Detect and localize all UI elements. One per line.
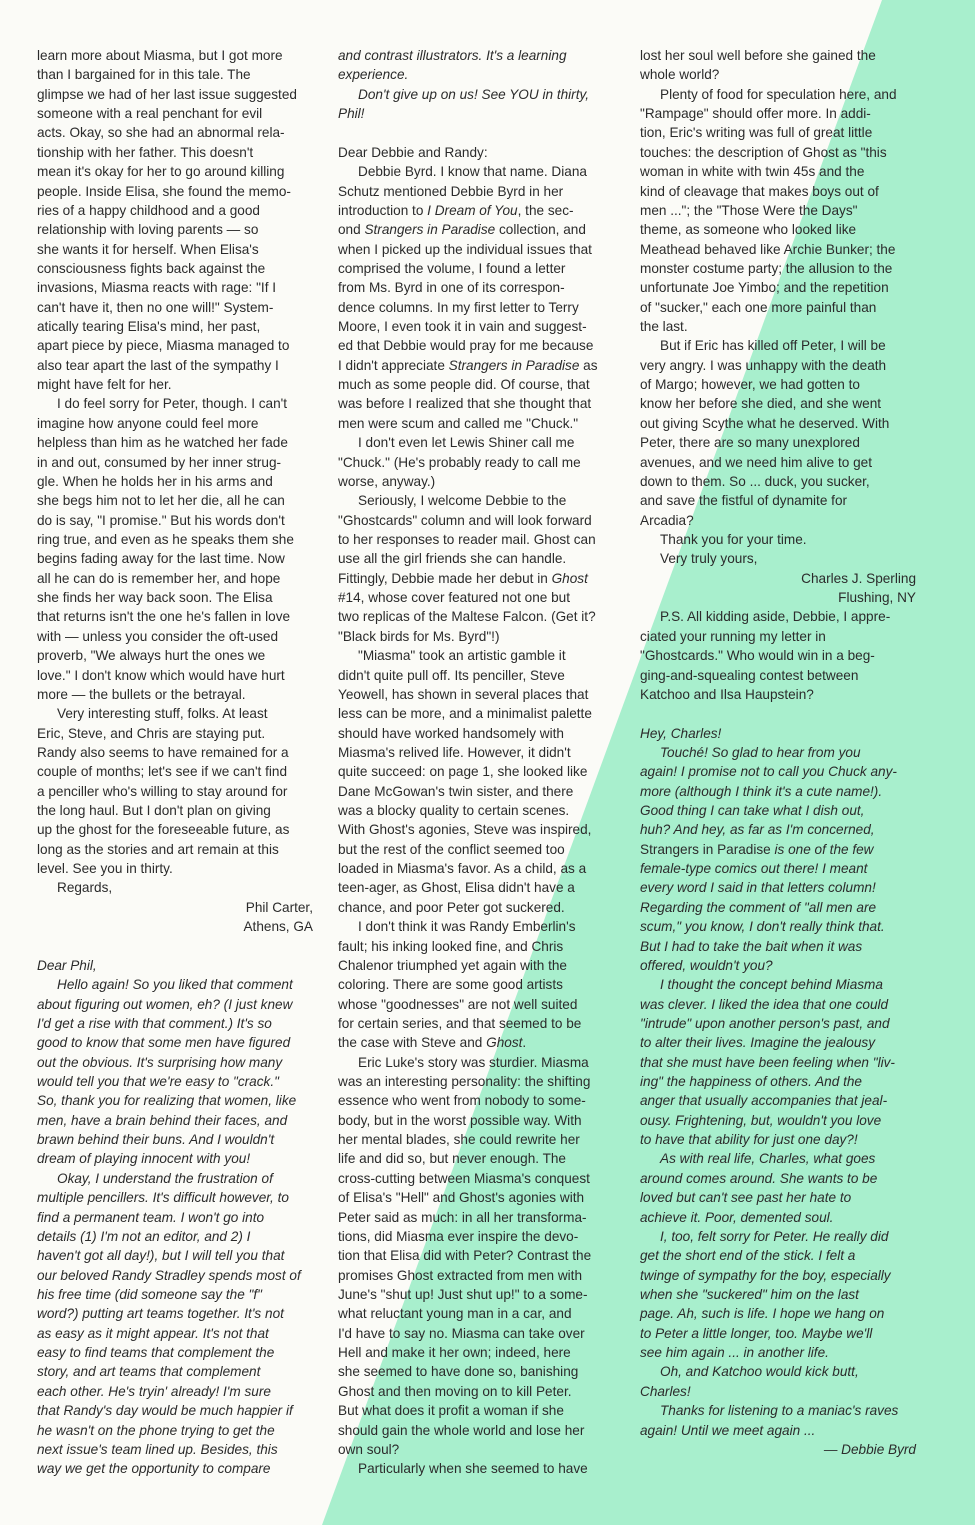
- text-line: [338, 1033, 614, 1052]
- text-line: her mental blades, she could rewrite her: [338, 1132, 580, 1148]
- text-line: Oh, and Katchoo would kick butt,: [660, 1364, 859, 1380]
- text-line: to alter their lives. Imagine the jealousy: [640, 1035, 875, 1051]
- text-line: [640, 840, 916, 859]
- text-line: much as some people did. Of course, that: [338, 377, 590, 393]
- text-line: mean it's okay for her to go around killing: [37, 164, 285, 180]
- text-line: again! I promise not to call you Chuck any-: [640, 764, 897, 780]
- text-line: chance, and poor Peter got suckered.: [338, 899, 565, 915]
- text-line: to have that ability for just one day?!: [640, 1132, 858, 1148]
- text-line: our beloved Randy Stradley spends most of: [37, 1267, 301, 1283]
- text-line: more (although I think it's a cute name!).: [640, 783, 883, 799]
- text-line: ing" the happiness of others. And the: [640, 1074, 862, 1090]
- text-line: glimpse we had of her last issue suggested: [37, 86, 297, 102]
- text-line: huh? And hey, as far as I'm concerned,: [640, 822, 875, 838]
- text-line: begins fading away for the last time. Now: [37, 551, 285, 567]
- italic-segment: I Dream of You: [427, 202, 518, 218]
- text-line: when I picked up the individual issues that: [338, 241, 592, 257]
- text-line: scum," you know, I don't really think that.: [640, 919, 885, 935]
- text-line: With Ghost's agonies, Steve was inspired,: [338, 822, 592, 838]
- text-line: can't have it, then no one will!" System-: [37, 299, 274, 315]
- text-line: ging-and-squealing contest between: [640, 667, 859, 683]
- italic-segment: is one of the few: [770, 841, 874, 857]
- text-line: [37, 937, 313, 956]
- text-line: that she must have been feeling when "liv-: [640, 1054, 895, 1070]
- text-line: whole world?: [640, 67, 720, 83]
- text-line: comprised the volume, I found a letter: [338, 260, 566, 276]
- text-line: experience.: [338, 67, 409, 83]
- text-segment: Fittingly, Debbie made her debut in: [338, 570, 552, 586]
- text-line: Chalenor triumphed yet again with the: [338, 957, 567, 973]
- text-line: she begs him not to let her die, all he can: [37, 493, 285, 509]
- text-line: monster costume party; the allusion to the: [640, 260, 893, 276]
- text-line: was before I realized that she thought that: [338, 396, 592, 412]
- text-line: promises Ghost extracted from men with: [338, 1267, 583, 1283]
- text-line: "Ghostcards." Who would win in a beg-: [640, 648, 875, 664]
- text-line: loaded in Miasma's favor. As a child, as a: [338, 861, 587, 877]
- text-line: I do feel sorry for Peter, though. I can't: [57, 396, 288, 412]
- text-line: Very interesting stuff, folks. At least: [57, 706, 268, 722]
- text-line: [338, 569, 614, 588]
- text-line: consciousness fights back against the: [37, 260, 266, 276]
- text-line: Charles J. Sperling: [801, 570, 916, 586]
- text-line: worse, anyway.): [338, 473, 436, 489]
- text-line: people. Inside Elisa, she found the memo-: [37, 183, 291, 199]
- text-line: helpless than him as he watched her fade: [37, 435, 288, 451]
- text-line: of Elisa's "Hell" and Ghost's agonies with: [338, 1190, 585, 1206]
- text-line: coloring. There are some good artists: [338, 977, 563, 993]
- text-line: Phil Carter,: [245, 899, 313, 915]
- text-line: might have felt for her.: [37, 377, 172, 393]
- text-line: I, too, felt sorry for Peter. He really did: [660, 1228, 889, 1244]
- text-line: ed that Debbie would pray for me because: [338, 338, 594, 354]
- text-line: lost her soul well before she gained the: [640, 48, 876, 63]
- text-line: — Debbie Byrd: [823, 1441, 916, 1457]
- text-line: As with real life, Charles, what goes: [660, 1151, 876, 1167]
- text-line: anger that usually accompanies that jeal-: [640, 1093, 888, 1109]
- text-line: touches: the description of Ghost as "this: [640, 144, 887, 160]
- text-line: Hey, Charles!: [640, 725, 722, 741]
- text-line: So, thank you for realizing that women, like: [37, 1093, 297, 1109]
- text-line: Yeowell, has shown in several places that: [338, 686, 589, 702]
- text-line: long as the stories and art remain at this: [37, 841, 279, 857]
- text-line: twinge of sympathy for the boy, especially: [640, 1267, 891, 1283]
- text-line: two replicas of the Maltese Falcon. (Get it?: [338, 609, 596, 625]
- text-segment: the case with Steve and: [338, 1035, 487, 1051]
- text-line: gle. When he holds her in his arms and: [37, 473, 273, 489]
- text-line: Dane McGowan's twin sister, and there: [338, 783, 574, 799]
- text-segment: as: [579, 357, 598, 373]
- text-line: tion, Eric's writing was full of great little: [640, 125, 873, 141]
- text-line: Ghost and then moving on to kill Peter.: [338, 1383, 572, 1399]
- text-line: proverb, "We always hurt the ones we: [37, 648, 266, 664]
- text-line: she wants it for herself. When Elisa's: [37, 241, 259, 257]
- italic-segment: Strangers in Paradise: [364, 222, 496, 238]
- text-line: someone with a real penchant for evil: [37, 106, 263, 122]
- text-line: with — unless you consider the oft-used: [37, 628, 279, 644]
- text-line: Eric Luke's story was sturdier. Miasma: [358, 1054, 589, 1070]
- text-line: invasions, Miasma reacts with rage: "If I: [37, 280, 277, 296]
- text-line: details (1) I'm not an editor, and 2) I: [37, 1228, 251, 1244]
- text-line: that Randy's day would be much happier if: [37, 1403, 293, 1419]
- text-line: [640, 704, 916, 723]
- text-line: loved but can't see past her hate to: [640, 1190, 852, 1206]
- text-line: about figuring out women, eh? (I just knew: [37, 996, 293, 1012]
- text-line: I don't think it was Randy Emberlin's: [358, 919, 576, 935]
- text-line: way we get the opportunity to compare: [37, 1461, 271, 1477]
- text-line: level. See you in thirty.: [37, 861, 173, 877]
- text-line: should gain the whole world and lose her: [338, 1422, 585, 1438]
- text-line: his free time (did someone say the "f": [37, 1287, 262, 1302]
- text-line: see him again ... in another life.: [640, 1345, 829, 1361]
- text-line: teen-ager, as Ghost, Elisa didn't have a: [338, 880, 575, 896]
- text-segment: ond: [338, 222, 365, 238]
- text-line: Arcadia?: [640, 512, 694, 528]
- text-line: Phil!: [338, 106, 365, 122]
- text-line: Moore, I even took it in vain and suggest-: [338, 319, 587, 335]
- text-line: haven't got all day!), but I will tell you that: [37, 1248, 285, 1264]
- text-line: But I had to take the bait when it was: [640, 938, 863, 954]
- text-segment: I didn't appreciate: [338, 357, 449, 373]
- text-line: tionship with her father. This doesn't: [37, 144, 254, 160]
- text-line: Hell and make it her own; indeed, here: [338, 1345, 571, 1361]
- text-line: Randy also seems to have remained for a: [37, 744, 289, 760]
- text-line: P.S. All kidding aside, Debbie, I appre-: [660, 609, 891, 625]
- text-line: down to them. So ... duck, you sucker,: [640, 473, 870, 489]
- text-line: whose "goodnesses" are not well suited: [338, 996, 578, 1012]
- text-line: Okay, I understand the frustration of: [57, 1170, 273, 1186]
- text-line: what reluctant young man in a car, and: [338, 1306, 572, 1322]
- text-line: I'd have to say no. Miasma can take over: [338, 1325, 585, 1341]
- text-line: Thanks for listening to a maniac's raves: [660, 1403, 899, 1419]
- text-line: dence columns. In my first letter to Terry: [338, 299, 579, 315]
- text-line: than I bargained for in this tale. The: [37, 67, 251, 83]
- text-line: didn't quite pull off. Its penciller, Steve: [338, 667, 565, 683]
- text-line: of Margo; however, we had gotten to: [640, 377, 860, 393]
- text-line: also tear apart the last of the sympathy I: [37, 357, 279, 373]
- text-line: body, but in the worst possible way. With: [338, 1112, 582, 1128]
- text-line: that returns isn't the one he's fallen in love: [37, 609, 291, 625]
- text-line: up the ghost for the foreseeable future, as: [37, 822, 290, 838]
- text-line: Thank you for your time.: [660, 531, 807, 547]
- text-line: she finds her way back soon. The Elisa: [37, 590, 273, 606]
- text-line: get the short end of the stick. I felt a: [640, 1248, 856, 1264]
- text-line: Plenty of food for speculation here, and: [660, 86, 897, 102]
- text-line: fault; his inking looked fine, and Chris: [338, 938, 564, 954]
- text-line: ciated your running my letter in: [640, 628, 826, 644]
- italic-segment: Strangers in Paradise: [448, 357, 580, 373]
- text-line: "Black birds for Ms. Byrd"!): [338, 628, 500, 644]
- text-line: very angry. I was unhappy with the death: [640, 357, 887, 373]
- text-line: June's "shut up! Just shut up!" to a some-: [338, 1287, 588, 1302]
- column-left: [37, 46, 313, 1479]
- text-segment: collection, and: [495, 222, 586, 238]
- text-line: the long haul. But I don't plan on giving: [37, 803, 271, 819]
- text-line: imagine how anyone could feel more: [37, 415, 259, 431]
- text-line: good to know that some men have figured: [37, 1035, 291, 1051]
- text-line: tion that Elisa did with Peter? Contrast the: [338, 1248, 592, 1264]
- text-line: Peter, there are so many unexplored: [640, 435, 860, 451]
- text-line: but the rest of the conflict seemed too: [338, 841, 565, 857]
- text-line: "Rampage" should offer more. In addi-: [640, 106, 871, 122]
- text-line: achieve it. Poor, demented soul.: [640, 1209, 834, 1225]
- text-line: "intrude" upon another person's past, and: [640, 1015, 890, 1031]
- text-line: Athens, GA: [243, 919, 313, 935]
- text-line: Schutz mentioned Debbie Byrd in her: [338, 183, 564, 199]
- text-line: men ..."; the "Those Were the Days": [640, 202, 858, 218]
- text-line: atically tearing Elisa's mind, her past,: [37, 319, 261, 335]
- text-line: love." I don't know which would have hurt: [37, 667, 285, 683]
- text-segment: .: [522, 1035, 527, 1051]
- text-line: cross-cutting between Miasma's conquest: [338, 1170, 590, 1186]
- text-line: use all the girl friends she can handle.: [338, 551, 567, 567]
- text-line: again! Until we meet again ...: [640, 1422, 816, 1438]
- text-line: Touché! So glad to hear from you: [660, 744, 861, 760]
- text-line: Very truly yours,: [660, 551, 758, 567]
- text-line: Eric, Steve, and Chris are staying put.: [37, 725, 266, 741]
- text-line: Regarding the comment of "all men are: [640, 899, 877, 915]
- text-line: was a blocky quality to certain scenes.: [338, 803, 570, 819]
- text-line: and save the fistful of dynamite for: [640, 493, 848, 509]
- text-line: around comes around. She wants to be: [640, 1170, 878, 1186]
- text-line: would tell you that we're easy to "crack.": [37, 1074, 279, 1090]
- text-line: I thought the concept behind Miasma: [660, 977, 883, 993]
- text-line: men, have a brain behind their faces, and: [37, 1112, 288, 1128]
- text-line: find a permanent team. I won't go into: [37, 1209, 265, 1225]
- text-line: story, and art teams that complement: [37, 1364, 261, 1380]
- text-line: "Miasma" took an artistic gamble it: [358, 648, 566, 664]
- text-line: I'd get a rise with that comment.) It's so: [37, 1015, 272, 1031]
- text-line: she seemed to have done so, banishing: [338, 1364, 579, 1380]
- text-line: Particularly when she seemed to have: [358, 1461, 588, 1477]
- text-line: brawn behind their buns. And I wouldn't: [37, 1132, 275, 1148]
- text-line: acts. Okay, so she had an abnormal rela-: [37, 125, 285, 141]
- text-segment: introduction to: [338, 202, 428, 218]
- text-line: woman in white with twin 45s and the: [640, 164, 865, 180]
- text-line: easy to find teams that complement the: [37, 1345, 275, 1361]
- text-line: when she "suckered" him on the last: [640, 1287, 859, 1302]
- text-line: [338, 220, 614, 239]
- text-line: [338, 201, 614, 220]
- text-line: next issue's team lined up. Besides, this: [37, 1441, 278, 1457]
- column-middle: [338, 46, 614, 1479]
- text-line: unfortunate Joe Yimbo; and the repetition: [640, 280, 889, 296]
- text-line: theme, as someone who looked like: [640, 222, 857, 238]
- text-line: female-type comics out there! I meant: [640, 861, 868, 877]
- text-line: ries of a happy childhood and a good: [37, 202, 260, 218]
- text-line: Seriously, I welcome Debbie to the: [358, 493, 567, 509]
- text-line: own soul?: [338, 1441, 400, 1457]
- text-line: know her before she died, and she went: [640, 396, 882, 412]
- text-line: every word I said in that letters column!: [640, 880, 876, 896]
- text-line: multiple pencillers. It's difficult however, to: [37, 1190, 289, 1206]
- text-line: "Ghostcards" column and will look forward: [338, 512, 592, 528]
- column-right: [640, 46, 916, 1459]
- text-line: was clever. I liked the idea that one could: [640, 996, 889, 1012]
- text-line: But what does it profit a woman if she: [338, 1403, 564, 1419]
- text-line: Katchoo and Ilsa Haupstein?: [640, 686, 814, 702]
- text-line: do is say, "I promise." But his words don't: [37, 512, 285, 528]
- text-line: [338, 356, 614, 375]
- text-line: offered, wouldn't you?: [640, 957, 773, 973]
- text-line: a penciller who's willing to stay around for: [37, 783, 288, 799]
- text-line: Hello again! So you liked that comment: [57, 977, 293, 993]
- text-line: essence who went from nobody to some-: [338, 1093, 586, 1109]
- text-line: for certain series, and that seemed to be: [338, 1015, 582, 1031]
- text-line: Meathead behaved like Archie Bunker; the: [640, 241, 896, 257]
- text-line: ring true, and even as he speaks them she: [37, 531, 294, 547]
- text-line: each other. He's tryin' already! I'm sure: [37, 1383, 271, 1399]
- text-line: "Chuck." (He's probably ready to call me: [338, 454, 581, 470]
- text-line: [338, 123, 614, 142]
- italic-segment: Ghost: [486, 1035, 523, 1051]
- text-line: I don't even let Lewis Shiner call me: [358, 435, 575, 451]
- text-line: less can be more, and a minimalist palette: [338, 706, 592, 722]
- text-segment: , the sec-: [517, 202, 574, 218]
- text-line: of "sucker," each one more painful than: [640, 299, 877, 315]
- text-line: in and out, consumed by her inner strug-: [37, 454, 282, 470]
- text-segment: Strangers in Paradise: [640, 841, 771, 857]
- text-line: to Peter a little longer, too. Maybe we'll: [640, 1325, 873, 1341]
- text-line: word?) putting art teams together. It's not: [37, 1306, 284, 1322]
- text-line: all he can do is remember her, and hope: [37, 570, 281, 586]
- text-line: Miasma's relived life. However, it didn't: [338, 744, 571, 760]
- text-line: out the obvious. It's surprising how many: [37, 1054, 283, 1070]
- text-line: more — the bullets or the betrayal.: [37, 686, 246, 702]
- text-line: the last.: [640, 319, 688, 335]
- text-line: ousy. Frightening, but, wouldn't you love: [640, 1112, 882, 1128]
- text-line: Charles!: [640, 1383, 691, 1399]
- text-line: should have worked handsomely with: [338, 725, 564, 741]
- text-line: Debbie Byrd. I know that name. Diana: [358, 164, 587, 180]
- text-line: from Ms. Byrd in one of its correspon-: [338, 280, 565, 296]
- text-line: and contrast illustrators. It's a learning: [338, 48, 567, 63]
- text-line: apart piece by piece, Miasma managed to: [37, 338, 290, 354]
- text-line: Peter said as much: in all her transforma-: [338, 1209, 587, 1225]
- text-line: Don't give up on us! See YOU in thirty,: [358, 86, 590, 102]
- text-line: #14, whose cover featured not one but: [338, 590, 571, 606]
- text-line: tions, did Miasma ever inspire the devo-: [338, 1228, 579, 1244]
- text-line: relationship with loving parents — so: [37, 222, 259, 238]
- text-line: as easy as it might appear. It's not that: [37, 1325, 269, 1341]
- text-line: couple of months; let's see if we can't find: [37, 764, 288, 780]
- text-line: was an interesting personality: the shifting: [338, 1074, 591, 1090]
- text-line: out giving Scythe what he deserved. With: [640, 415, 890, 431]
- text-line: quite succeed: on page 1, she looked like: [338, 764, 588, 780]
- text-line: he wasn't on the phone trying to get the: [37, 1422, 275, 1438]
- text-line: learn more about Miasma, but I got more: [37, 48, 283, 63]
- text-line: avenues, and we need him alive to get: [640, 454, 873, 470]
- text-line: page. Ah, such is life. I hope we hang on: [640, 1306, 885, 1322]
- text-line: life and did so, but never enough. The: [338, 1151, 566, 1167]
- text-line: kind of cleavage that makes boys out of: [640, 183, 879, 199]
- text-line: Dear Phil,: [37, 957, 97, 973]
- italic-segment: Ghost: [551, 570, 588, 586]
- text-line: men were scum and called me "Chuck.": [338, 415, 579, 431]
- text-line: Dear Debbie and Randy:: [338, 144, 488, 160]
- text-line: dream of playing innocent with you!: [37, 1151, 251, 1167]
- text-line: to her responses to reader mail. Ghost can: [338, 531, 596, 547]
- text-line: Regards,: [57, 880, 113, 896]
- text-line: But if Eric has killed off Peter, I will be: [660, 338, 886, 354]
- text-line: Good thing I can take what I dish out,: [640, 803, 865, 819]
- text-line: Flushing, NY: [838, 590, 916, 606]
